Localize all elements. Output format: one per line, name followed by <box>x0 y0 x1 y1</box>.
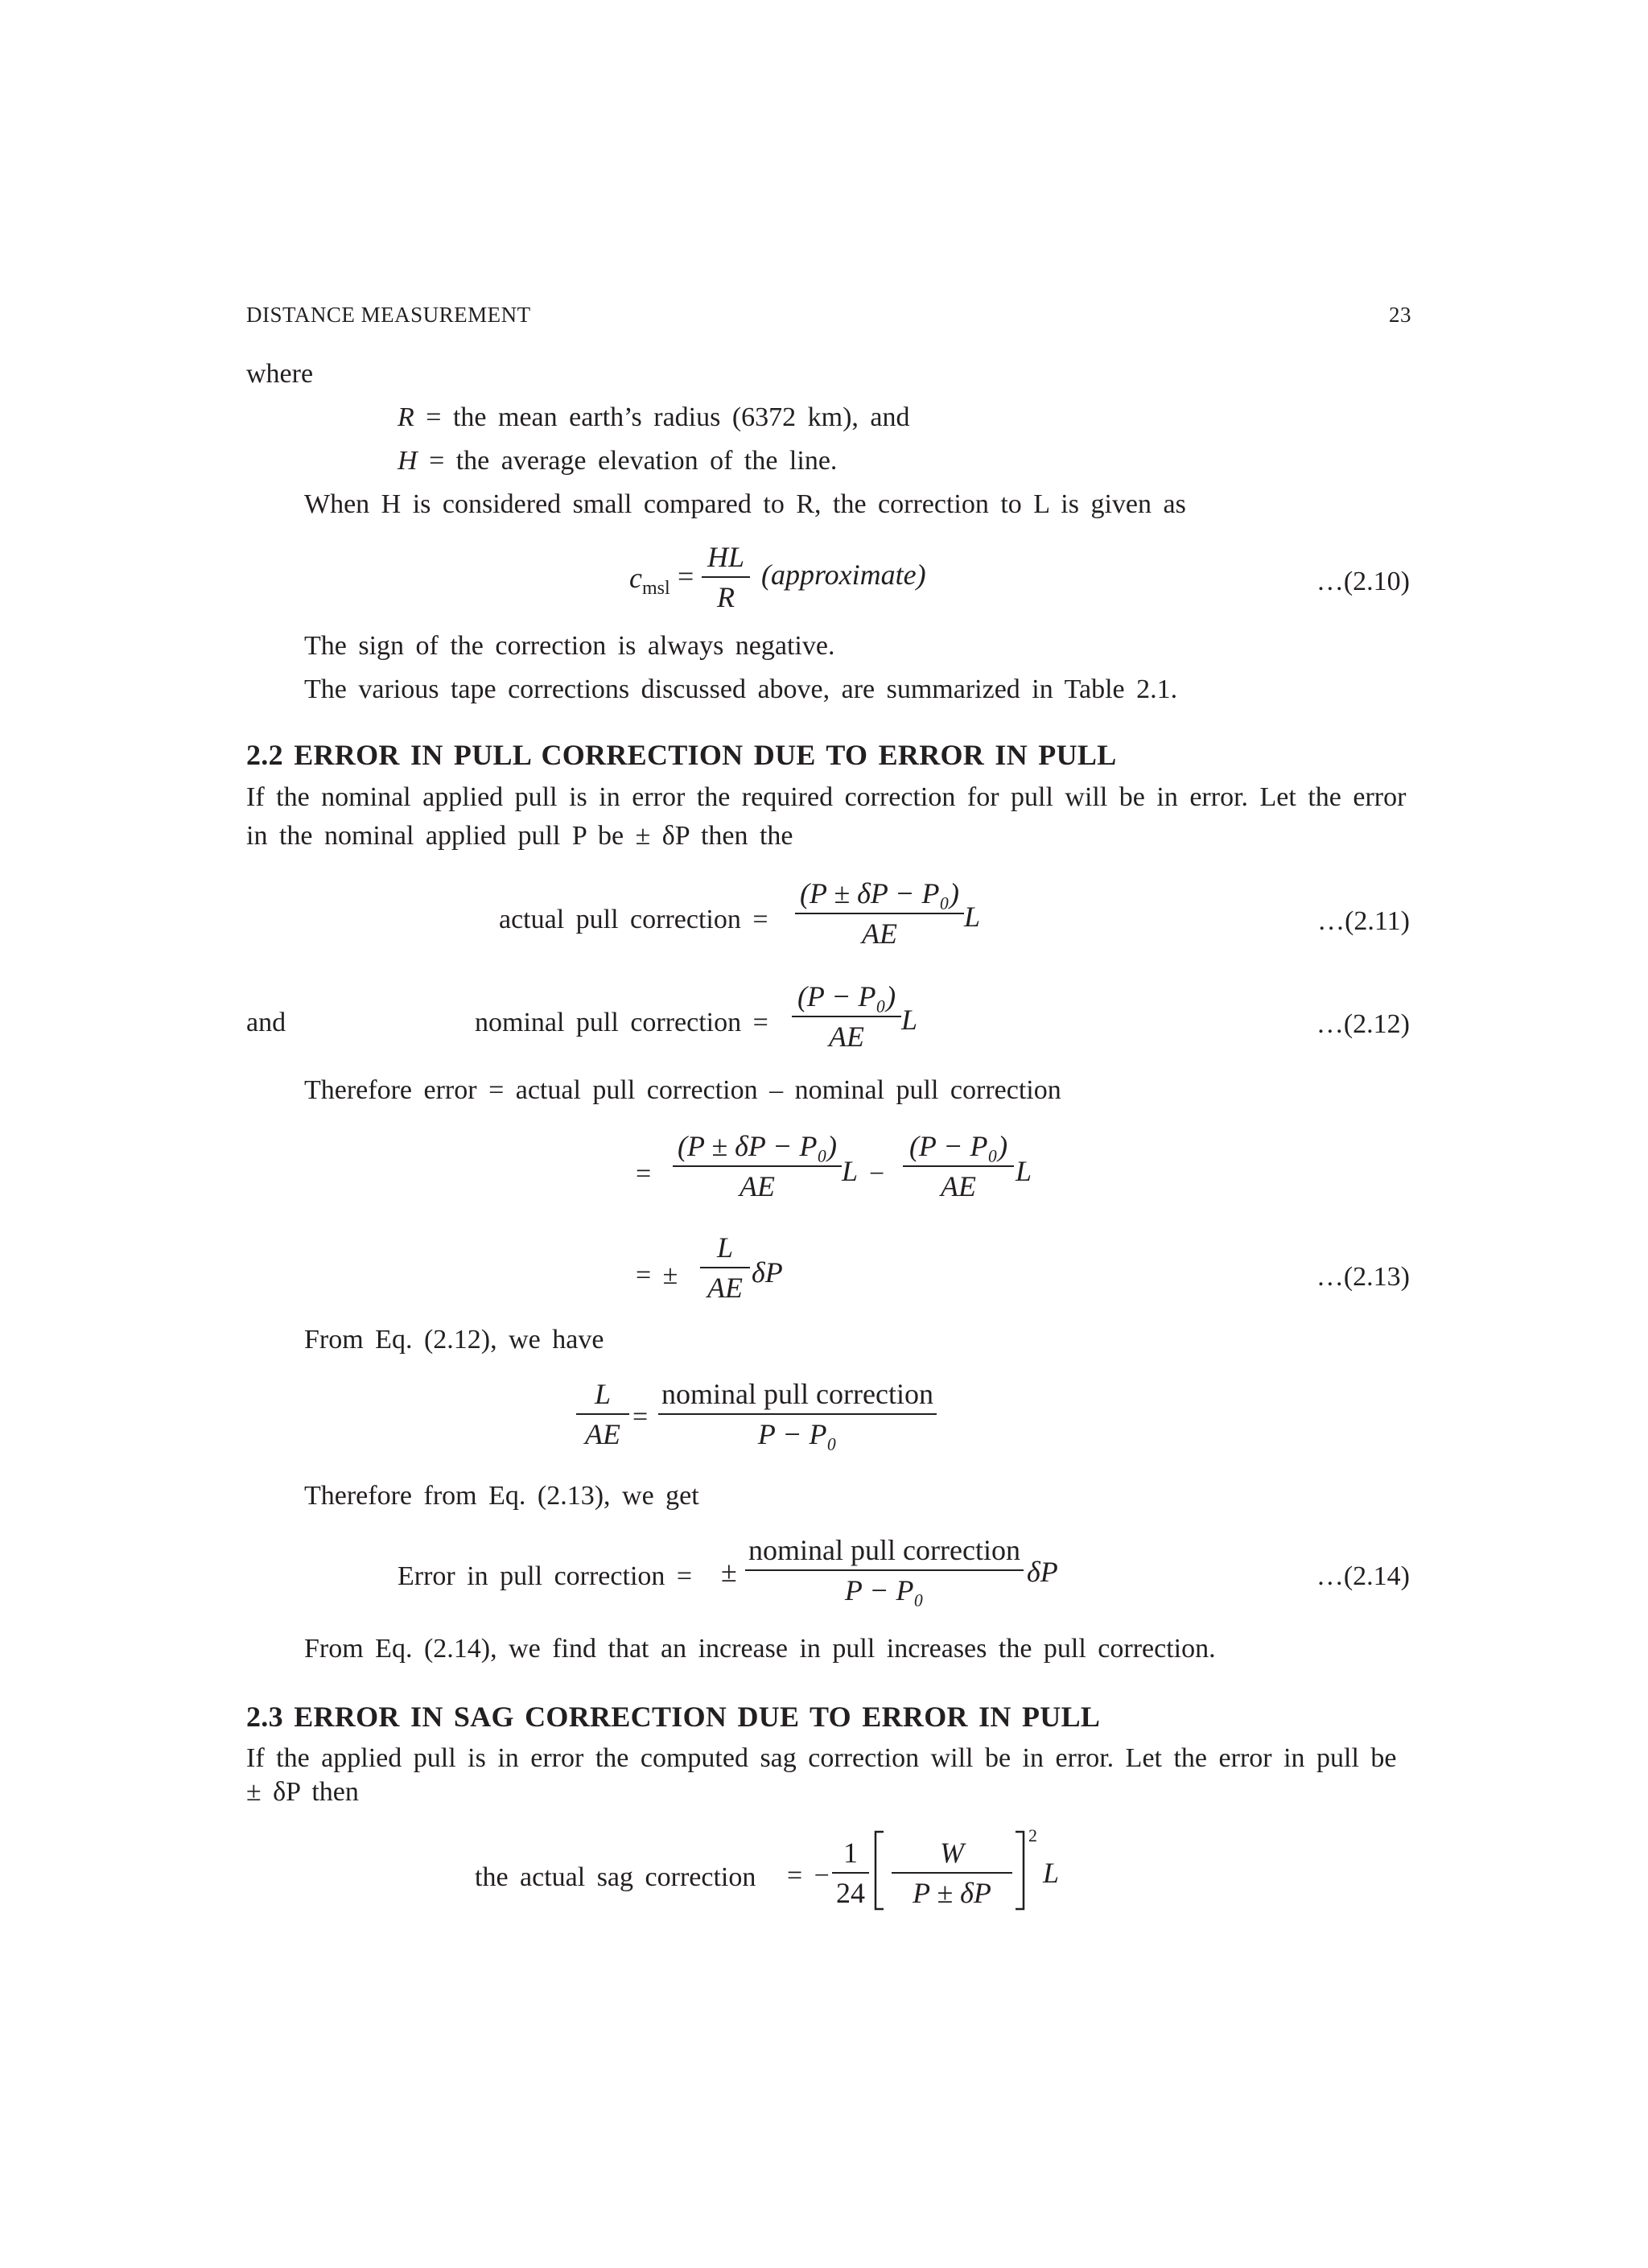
sag-label: the actual sag correction <box>475 1862 756 1892</box>
eq-2-13-fraction: L AE <box>700 1231 750 1304</box>
eq-2-12-number: …(2.12) <box>1316 1009 1410 1039</box>
eq-2-11-label: actual pull correction = <box>499 905 768 934</box>
sign-line: The sign of the correction is always negative. <box>304 631 835 661</box>
sag-fraction-outer: 1 24 <box>832 1837 869 1909</box>
eq-2-10-lhs: $c_{msl}$ <box>629 562 670 599</box>
section-2-2-heading: 2.2 ERROR IN PULL CORRECTION DUE TO ERROR IN PULL <box>246 739 1117 771</box>
sag-equals: = − <box>787 1861 830 1891</box>
definition-R-text: = the mean earth’s radius (6372 km), and <box>426 402 910 432</box>
eq-2-11-L: L <box>964 901 981 933</box>
eq-2-14-number: …(2.14) <box>1316 1561 1410 1591</box>
ratio-equals: = <box>632 1402 649 1432</box>
from-eq-2-12-line: From Eq. (2.12), we have <box>304 1325 604 1355</box>
definition-H-text: = the average elevation of the line. <box>429 446 838 476</box>
difference-fraction-2: (P − P₀) AE <box>903 1130 1014 1202</box>
eq-2-12-label: nominal pull correction = <box>475 1008 768 1037</box>
ratio-fraction-left: L AE <box>576 1378 629 1450</box>
eq-2-10-note: (approximate) <box>761 559 926 591</box>
sag-L: L <box>1043 1857 1060 1889</box>
conclusion-line: From Eq. (2.14), we find that an increase in pull increases the pull correction. <box>304 1634 1216 1664</box>
running-title: DISTANCE MEASUREMENT <box>246 303 531 327</box>
eq-2-14-label: Error in pull correction = <box>398 1561 693 1591</box>
eq-2-11-number: …(2.11) <box>1317 906 1410 936</box>
definition-R <box>398 402 910 433</box>
eq-2-10-equals: = <box>678 560 694 592</box>
ratio-fraction-right: nominal pull correction P − P₀ <box>658 1378 937 1450</box>
section-2-3-heading: 2.3 ERROR IN SAG CORRECTION DUE TO ERROR IN PULL <box>246 1701 1101 1733</box>
difference-equals: = <box>636 1159 652 1189</box>
difference-fraction-1: (P ± δP − P₀) AE <box>673 1130 842 1202</box>
difference-L1: L <box>842 1155 859 1187</box>
section-2-3-para-line1: If the applied pull is in error the computed sag correction will be in error. Let the error in pull be <box>246 1743 1397 1773</box>
eq-2-13-deltaP: δP <box>752 1256 783 1289</box>
from-eq-2-13-line: Therefore from Eq. (2.13), we get <box>304 1481 699 1511</box>
difference-L2: L <box>1016 1155 1032 1187</box>
eq-2-13-lhs: = ± <box>636 1260 678 1290</box>
when-line: When H is considered small compared to R, the correction to L is given as <box>304 489 1186 519</box>
eq-2-10-number: …(2.10) <box>1316 567 1410 596</box>
eq-2-12-fraction: (P − P₀) AE <box>792 980 901 1053</box>
and-label: and <box>246 1008 286 1037</box>
eq-2-14-deltaP: δP <box>1027 1556 1058 1588</box>
where-label: where <box>246 359 314 389</box>
sag-exponent: 2 <box>1028 1825 1037 1845</box>
page-number: 23 <box>1389 303 1411 327</box>
section-2-3-para-line2: ± δP then <box>246 1777 359 1807</box>
therefore-line: Therefore error = actual pull correction – nominal pull correction <box>304 1075 1061 1105</box>
eq-2-14-plusminus: ± <box>721 1556 737 1588</box>
sag-fraction-inner: W P ± δP <box>892 1837 1012 1909</box>
eq-2-14-fraction: nominal pull correction P − P₀ <box>745 1534 1024 1606</box>
symbol-R: R <box>398 402 414 432</box>
eq-2-12-L: L <box>901 1004 918 1036</box>
eq-2-13-number: …(2.13) <box>1316 1262 1410 1292</box>
summary-line: The various tape corrections discussed above, are summarized in Table 2.1. <box>304 674 1178 704</box>
difference-minus: − <box>869 1159 885 1189</box>
definition-H <box>398 446 837 476</box>
symbol-H: H <box>398 446 418 476</box>
eq-2-11-fraction: (P ± δP − P₀) AE <box>795 877 964 950</box>
eq-2-10-fraction: HL R <box>702 541 750 613</box>
section-2-2-para-line2: in the nominal applied pull P be ± δP then the <box>246 821 793 851</box>
section-2-2-para-line1: If the nominal applied pull is in error the required correction for pull will be in error. Let the error <box>246 782 1407 812</box>
